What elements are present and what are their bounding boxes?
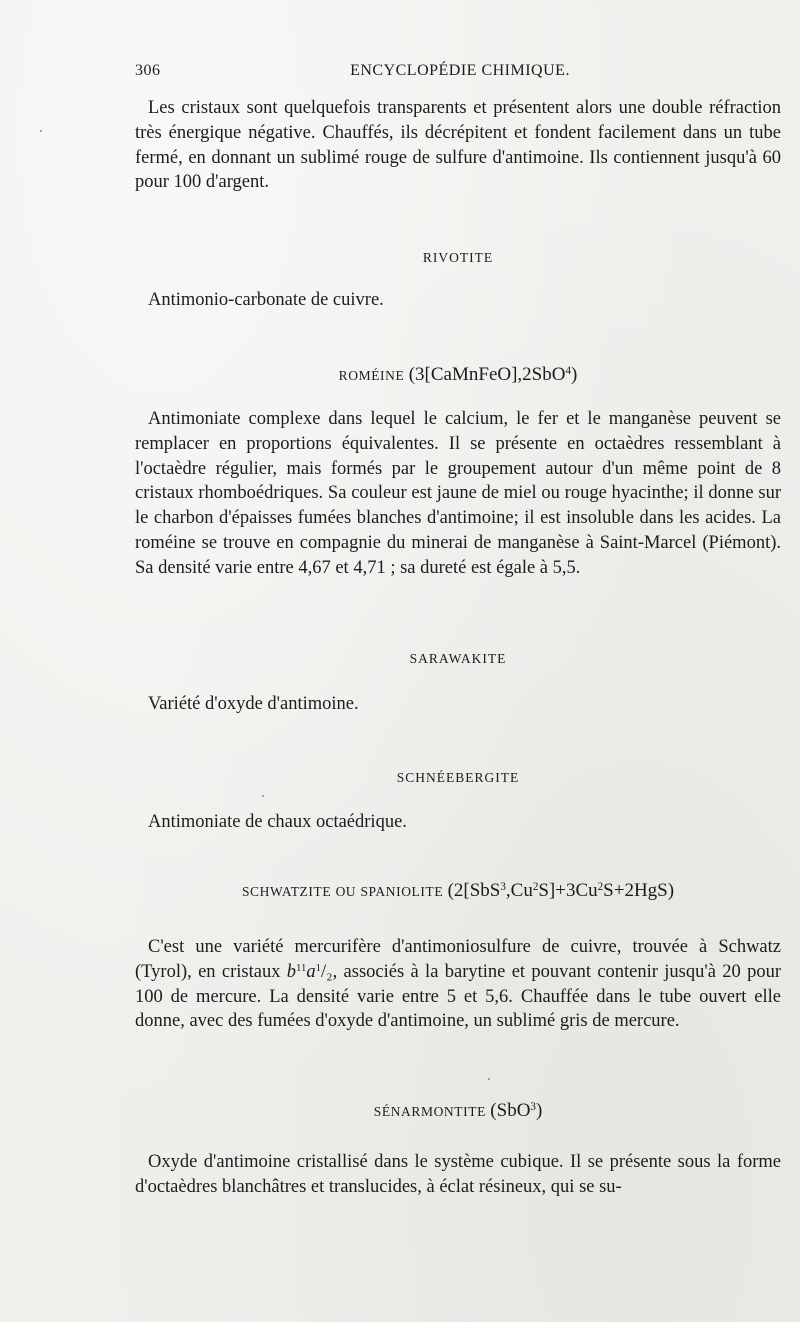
spaniolite-name: SPANIOLITE	[360, 884, 444, 899]
rivotite-paragraph: Antimonio-carbonate de cuivre.	[148, 290, 384, 310]
page-number: 306	[135, 62, 161, 79]
heading-rivotite: RIVOTITE	[422, 250, 494, 265]
sarawakite-paragraph: Variété d'oxyde d'antimoine.	[148, 694, 359, 714]
schwatzite-formula: $(2[SbS^3,Cu^2S]+3Cu^2S+2HgS)$	[447, 880, 675, 901]
senarmontite-paragraph: Oxyde d'antimoine cristallisé dans le système cubique. Il se présente sous la forme d'octaèdres blanchâtres et translucides, à éclat résineux, qui se su-	[135, 1152, 781, 1197]
paper-speck	[488, 1078, 490, 1080]
heading-schwatzite	[135, 880, 781, 902]
heading-senarmontite	[135, 1100, 781, 1122]
romeine-paragraph: Antimoniate complexe dans lequel le calcium, le fer et le manganèse peuvent se remplacer en proportions équivalentes. Il se présente en octaèdres ressemblant à l'octaèdre régulier, mais formés par le groupement autour d'un même point de 8 cristaux rhomboédriques. Sa couleur est jaune de miel ou rouge hyacinthe; il donne sur le charbon d'épaisses fumées blanches d'antimoine; il est insoluble dans les acides. La roméine se trouve en compagnie du minerai de manganèse à Saint-Marcel (Piémont). Sa densité varie entre 4,67 et 4,71 ; sa dureté est égale à 5,5.	[135, 409, 781, 578]
paper-speck	[40, 130, 42, 132]
romeine-name: ROMÉINE	[338, 368, 405, 383]
romeine-formula: (3[CaMnFeO],2SbO$^4$)	[408, 364, 578, 385]
intro-paragraph: Les cristaux sont quelquefois transparents et présentent alors une double réfraction très énergique négative. Chauffés, ils décrépitent et fondent facilement dans un tube fermé, en donnant un sublimé rouge de sulfure d'antimoine. Ils contiennent jusqu'à 60 pour 100 d'argent.	[135, 98, 781, 193]
schneebergite-paragraph: Antimoniate de chaux octaédrique.	[148, 812, 407, 832]
schwatzite-name: SCHWATZITE	[241, 884, 332, 899]
schwatzite-or: OU	[335, 884, 357, 899]
senarmontite-formula: (SbO$^3$)	[490, 1100, 543, 1121]
heading-romeine	[135, 364, 781, 386]
schwatzite-paragraph: C'est une variété mercurifère d'antimoniosulfure de cuivre, trouvée à Schwatz (Tyrol), en cristaux $b^{11}a^1/_2$, associés à la barytine et pouvant contenir jusqu'à 20 pour 100 de mercure. La densité varie entre 5 et 5,6. Chauffée dans le tube ouvert elle donne, avec des fumées d'oxyde d'antimoine, un sublimé gris de mercure.	[135, 937, 781, 1032]
paper-speck	[262, 795, 264, 797]
running-head	[135, 62, 775, 86]
senarmontite-name: SÉNARMONTITE	[373, 1104, 486, 1119]
heading-schneebergite: SCHNÉEBERGITE	[396, 770, 520, 785]
running-title: ENCYCLOPÉDIE CHIMIQUE.	[350, 62, 570, 79]
heading-sarawakite: SARAWAKITE	[409, 651, 507, 666]
